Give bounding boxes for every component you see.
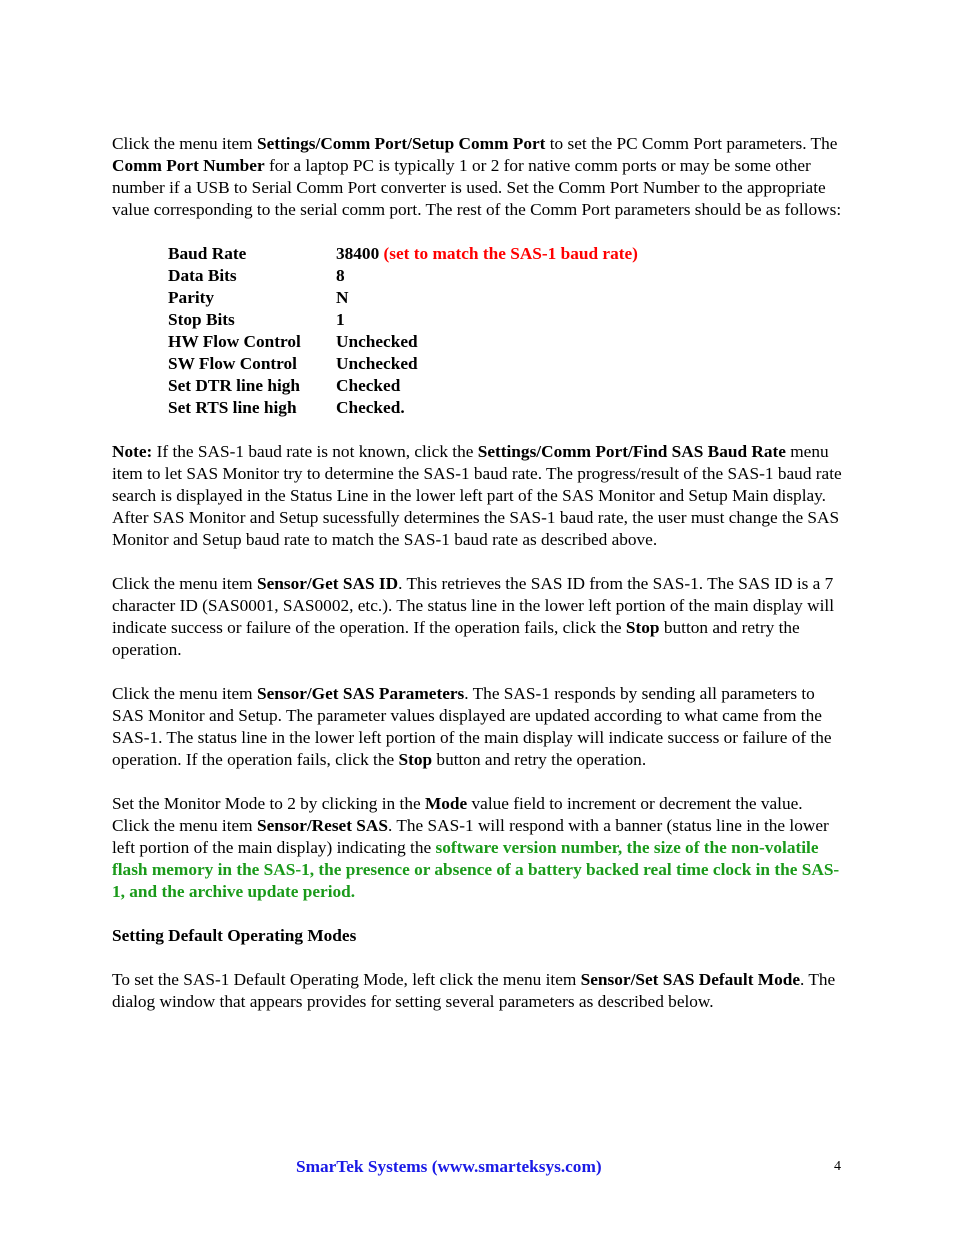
menu-path-find-baud: Settings/Comm Port/Find SAS Baud Rate xyxy=(477,442,786,461)
menu-path-set-default-mode: Sensor/Set SAS Default Mode xyxy=(580,970,801,989)
intro-paragraph xyxy=(112,133,844,221)
param-value: N xyxy=(336,288,349,307)
menu-path-get-sas-id: Sensor/Get SAS ID xyxy=(256,574,399,593)
document-page xyxy=(112,133,844,1035)
footer-company: SmarTek Systems (www.smarteksys.com) xyxy=(296,1157,602,1176)
text: button and retry the operation. xyxy=(432,750,647,769)
text: to set the PC Comm Port parameters. The xyxy=(545,134,838,153)
monitor-mode-paragraph xyxy=(112,793,844,903)
heading-text: Setting Default Operating Modes xyxy=(112,926,357,945)
section-heading xyxy=(112,925,844,947)
param-value: Checked xyxy=(336,376,401,395)
param-value: Unchecked xyxy=(336,354,418,373)
param-label: Set RTS line high xyxy=(168,398,297,417)
param-row xyxy=(168,265,638,287)
text: value field to increment or decrement the value. Click the menu item xyxy=(112,794,803,835)
text: . The SAS-1 will respond with a banner (status line in the lower left portion of the main display) indicating the xyxy=(112,816,829,857)
param-label: Stop Bits xyxy=(168,310,235,329)
param-value: 8 xyxy=(336,266,345,285)
param-row xyxy=(168,397,638,419)
comm-port-params-table xyxy=(168,243,638,419)
param-value-cell xyxy=(336,309,638,331)
banner-description-highlight: software version number, the size of the non-volatile flash memory in the SAS-1, the presence or absence of a battery backed real time clock in the SAS-1, and the archive update period. xyxy=(112,838,840,901)
text: button and retry the operation. xyxy=(112,618,800,659)
param-value: 1 xyxy=(336,310,345,329)
text: Click the menu item xyxy=(112,684,257,703)
param-label: Parity xyxy=(168,288,215,307)
param-value-cell xyxy=(336,397,638,419)
menu-path-get-sas-params: Sensor/Get SAS Parameters xyxy=(256,684,465,703)
term-comm-port-number: Comm Port Number xyxy=(112,156,265,175)
menu-path-reset-sas: Sensor/Reset SAS xyxy=(256,816,389,835)
term-stop: Stop xyxy=(398,750,433,769)
text: . The dialog window that appears provides for setting several parameters as described below. xyxy=(112,970,836,1011)
get-params-paragraph xyxy=(112,683,844,771)
param-row xyxy=(168,353,638,375)
default-mode-paragraph xyxy=(112,969,844,1013)
text: for a laptop PC is typically 1 or 2 for native comm ports or may be some other number if a USB to Serial Comm Port converter is used. Set the Comm Port Number to the appropriate value corresponding to the serial comm port. The rest of the Comm Port parameters should be as follows: xyxy=(112,156,842,219)
param-value-cell xyxy=(336,287,638,309)
note-label: Note: xyxy=(112,442,153,461)
param-value-cell xyxy=(336,265,638,287)
param-label: HW Flow Control xyxy=(168,332,301,351)
param-row xyxy=(168,309,638,331)
text: To set the SAS-1 Default Operating Mode, left click the menu item xyxy=(112,970,581,989)
page-number: 4 xyxy=(834,1159,841,1174)
note-paragraph xyxy=(112,441,844,551)
param-value: 38400 xyxy=(336,244,380,263)
param-label: SW Flow Control xyxy=(168,354,297,373)
text: . This retrieves the SAS ID from the SAS-1. The SAS ID is a 7 character ID (SAS0001, SAS0002, etc.). The status line in the lower left portion of the main display will indicate success or failure of the operation. If the operation fails, click the xyxy=(112,574,834,637)
param-row xyxy=(168,243,638,265)
text: Click the menu item xyxy=(112,574,257,593)
param-note: (set to match the SAS-1 baud rate) xyxy=(379,244,638,263)
term-stop: Stop xyxy=(625,618,660,637)
text: menu item to let SAS Monitor try to determine the SAS-1 baud rate. The progress/result of the SAS-1 baud rate search is displayed in the Status Line in the lower left part of the SAS Monitor and Setup Main display. After SAS Monitor and Setup sucessfully determines the SAS-1 baud rate, the user must change the SAS Monitor and Setup baud rate to match the SAS-1 baud rate as described above. xyxy=(112,442,842,549)
param-value: Checked. xyxy=(336,398,405,417)
param-value-cell xyxy=(336,331,638,353)
param-row xyxy=(168,375,638,397)
param-value: Unchecked xyxy=(336,332,418,351)
text: . The SAS-1 responds by sending all parameters to SAS Monitor and Setup. The parameter values displayed are updated according to what came from the SAS-1. The status line in the lower left portion of the main display will indicate success or failure of the operation. If the operation fails, click the xyxy=(112,684,832,769)
text: Set the Monitor Mode to 2 by clicking in the xyxy=(112,794,425,813)
term-mode: Mode xyxy=(424,794,468,813)
param-label: Data Bits xyxy=(168,266,237,285)
param-row xyxy=(168,331,638,353)
text: Click the menu item xyxy=(112,134,257,153)
param-label: Set DTR line high xyxy=(168,376,301,395)
menu-path-setup-comm-port: Settings/Comm Port/Setup Comm Port xyxy=(256,134,546,153)
get-id-paragraph xyxy=(112,573,844,661)
text: If the SAS-1 baud rate is not known, click the xyxy=(152,442,478,461)
param-value-cell xyxy=(336,353,638,375)
param-label: Baud Rate xyxy=(168,244,247,263)
param-value-cell xyxy=(336,375,638,397)
param-value-cell xyxy=(336,243,638,265)
param-row xyxy=(168,287,638,309)
